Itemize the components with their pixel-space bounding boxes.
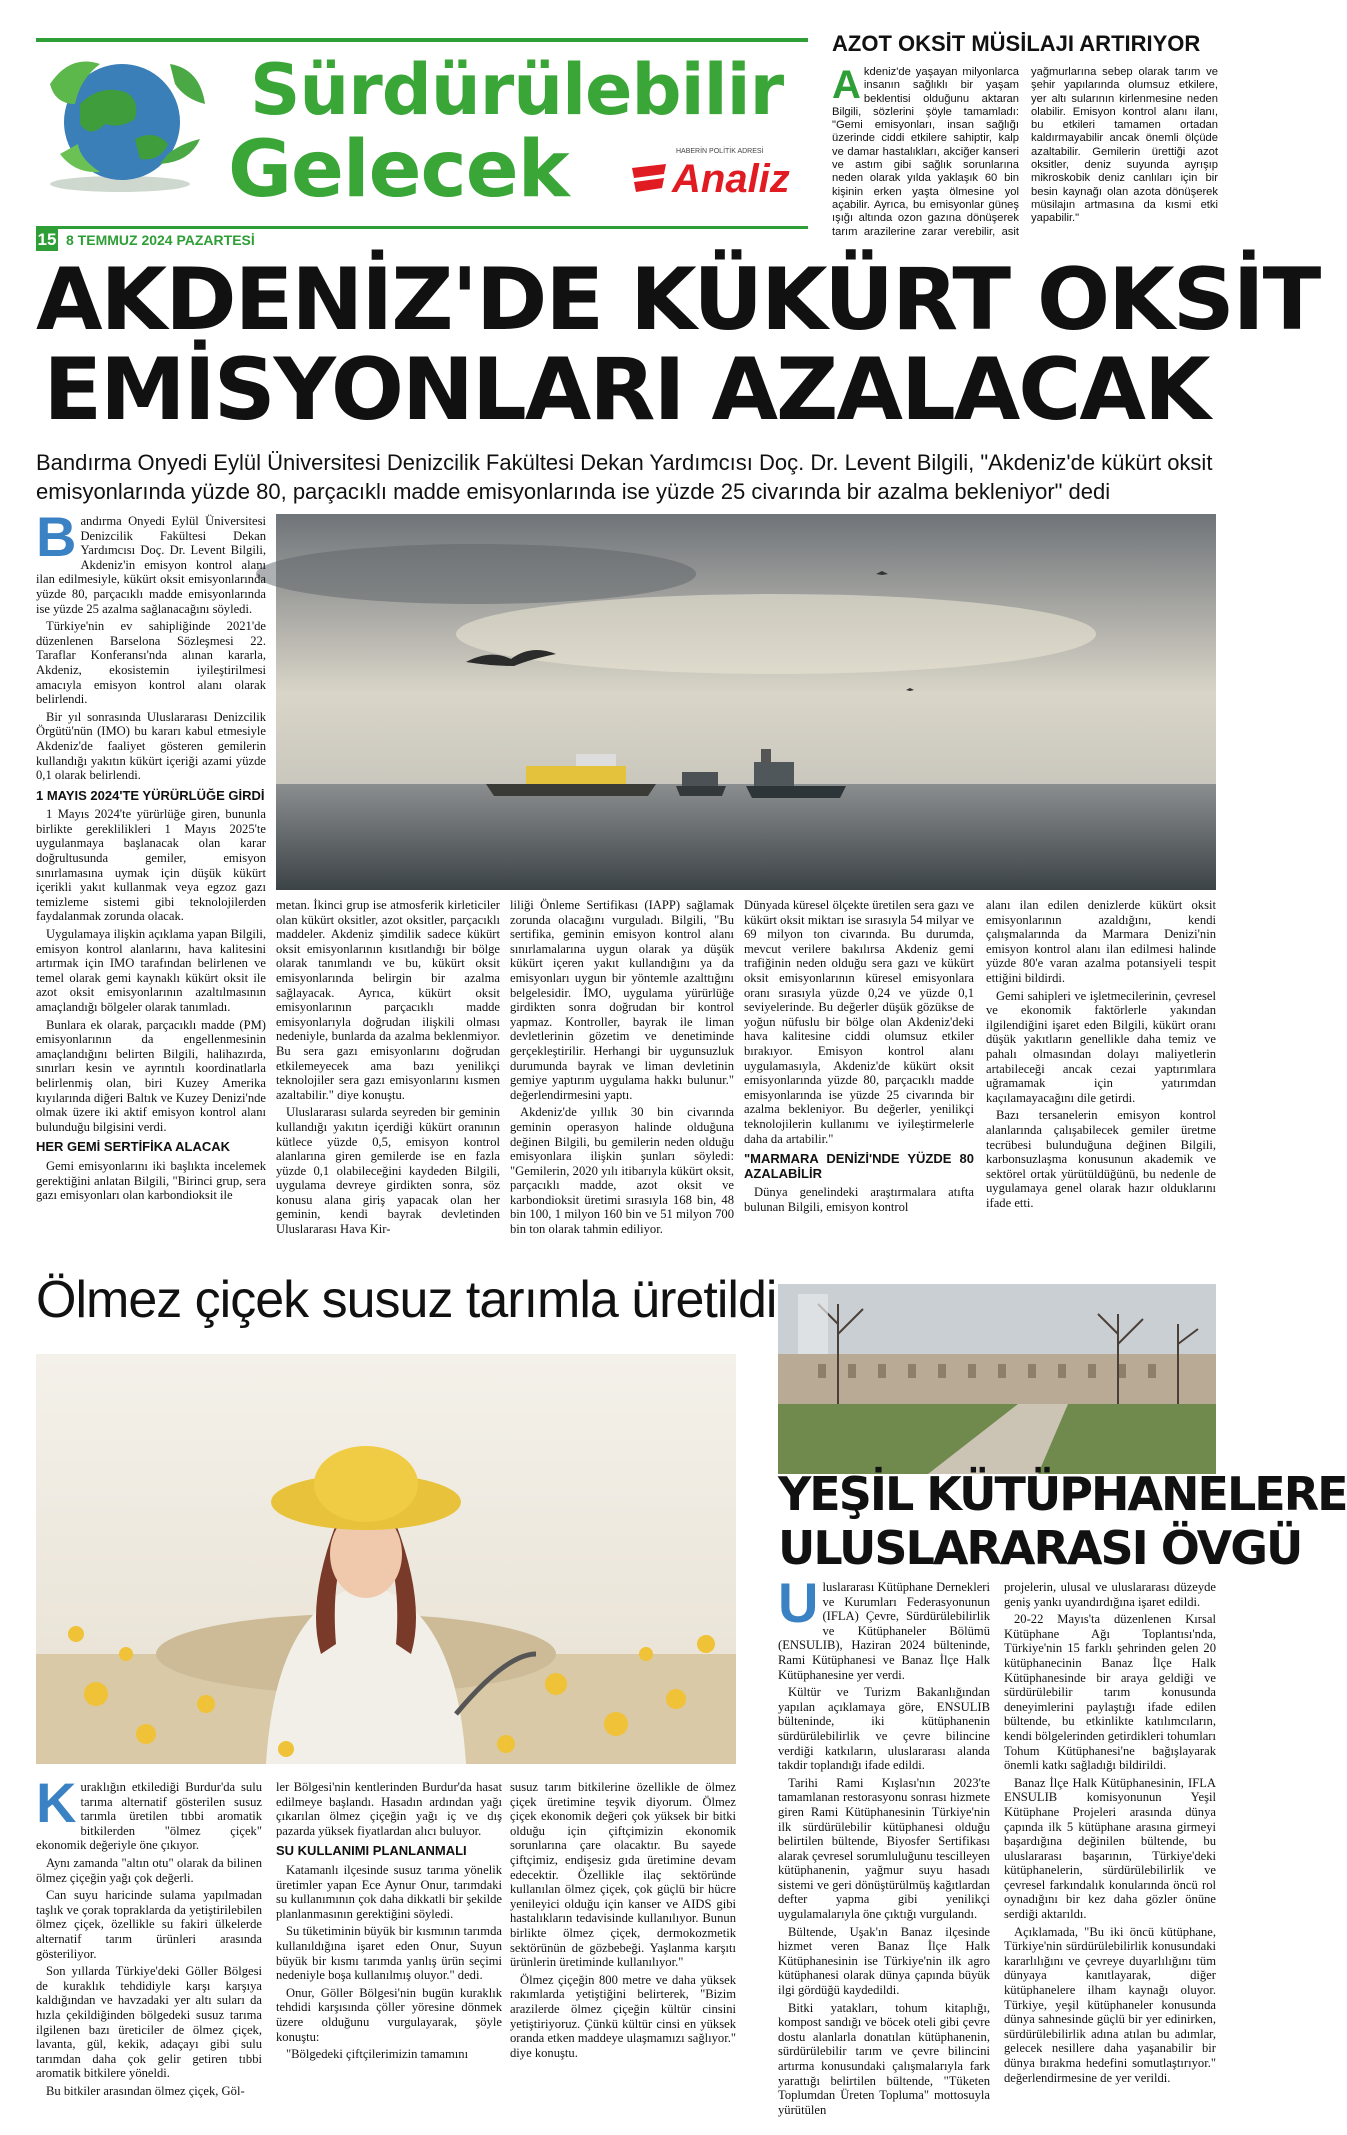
library-article-column-1 bbox=[778, 1571, 990, 2120]
paragraph: Uygulamaya ilişkin açıklama yapan Bilgili, emisyon kontrol alanlarını, hava kalitesini artırmak için IMO tarafından belirlenen ve temel olarak gemi kaynaklı kükürt oksit ile azot oksit emisyonlarının azaltılmasının amaçlandığı bölgeler olarak tanımladı. bbox=[36, 927, 266, 1014]
paragraph: Aynı zamanda "altın otu" olarak da bilinen ölmez çiçeğin yağı çok değerli. bbox=[36, 1855, 262, 1885]
paragraph: Dünya genelindeki araştırmalara atıfta bulunan Bilgili, emisyon kontrol bbox=[744, 1185, 974, 1214]
paragraph: Bu bitkiler arasından ölmez çiçek, Göl- bbox=[46, 2083, 245, 2098]
paragraph: uraklığın etkilediği Burdur'da sulu tarıma alternatif gösterilen susuz tarımla üretilen tıbbi aromatik bitkilerden "ölmez çiçek" ekonomik değeriyle öne çıkıyor. bbox=[36, 1780, 262, 1853]
sea-ships-photo bbox=[276, 514, 1216, 890]
main-article-deck: Bandırma Onyedi Eylül Üniversitesi Denizcilik Fakültesi Dekan Yardımcısı Doç. Dr. Levent Bilgili, "Akdeniz'de kükürt oksit emisyonlarında yüzde 80, parçacıklı madde emisyonlarında ise yüzde 25 civarında bir azalma bekleniyor" dedi bbox=[36, 450, 1213, 504]
earth-leaves-logo-icon bbox=[40, 44, 210, 194]
paragraph: Tarihi Rami Kışlası'nın 2023'te tamamlanan restorasyonu sonrası hizmete giren Rami Kütüphanesinin Türkiye'nin ilk sürdürülebilir kütüphanesi olduğu belirtilen bültende, Biyosfer Sertifikası alarak çevresel sorumluluğunu tescilleyen kütüphanenin, yağmur suyu hasadı sistemi ve geri dönüştürülmüş kağıtlardan defter yapma gibi yenilikçi uygulamalarıyla öne çıktığı vurgulandı. bbox=[778, 1775, 990, 1922]
paragraph: Bültende, Uşak'ın Banaz ilçesinde hizmet veren Banaz İlçe Halk Kütüphanesinin ise Türkiye'nin ilk agro kütüphanesi olarak dünya çapında büyük ilgi gördüğü kaydedildi. bbox=[778, 1924, 990, 1998]
library-article-dropcap: U bbox=[778, 1571, 819, 1634]
paragraph: andırma Onyedi Eylül Üniversitesi Denizcilik Fakültesi Dekan Yardımcısı Doç. Dr. Levent Bilgili, Akdeniz'in emisyon kontrol alanı ilan edilmesiyle, kükürt oksit emisyonlarında yüzde 80, parçacıklı madde emisyonlarında ise yüzde 25 azalma sağlanacağını söyledi. bbox=[36, 514, 266, 616]
analiz-logo-icon bbox=[628, 160, 670, 200]
main-article-column-4 bbox=[744, 898, 974, 1214]
flower-article-dropcap: K bbox=[36, 1771, 77, 1834]
subheading: 1 MAYIS 2024'TE YÜRÜRLÜĞE GİRDİ bbox=[36, 787, 265, 803]
paragraph: Su tüketiminin büyük bir kısmının tarımda kullanıldığına işaret eden Onur, Suyun büyük bir kısmı tarımda yanlış ürün seçimi nedeniyle boşa kullanılmış oluyor." dedi. bbox=[276, 1924, 502, 1983]
subheading: HER GEMİ SERTİFİKA ALACAK bbox=[36, 1139, 231, 1155]
main-article-column-2 bbox=[276, 898, 500, 1237]
subheading: "MARMARA DENİZİ'NDE YÜZDE 80 AZALABİLİR bbox=[744, 1151, 974, 1181]
paragraph: 20-22 Mayıs'ta düzenlenen Kırsal Kütüphane Ağı Toplantısı'nda, Türkiye'nin 15 farklı şehrinden gelen 20 kütüphanecinin Banaz İlçe Halk Kütüphanesinde bir araya geldiği ve sürdürülebilir tarım konusunda deneyimlerini paylaştığı ifade edilen bültende, bu etkinlikte katılımcıların, kendi bölgelerinden getirdikleri tohumları Tohum Kütüphanesi'ne bağışlayarak önemli katkı sağladığı bildirildi. bbox=[1004, 1612, 1216, 1773]
paragraph: projelerin, ulusal ve uluslararası düzeyde geniş yankı uyandırdığına işaret edildi. bbox=[1004, 1580, 1216, 1609]
paragraph: Gemi sahipleri ve işletmecilerinin, çevresel ve ekonomik faktörlerle yakından ilgilendiğini işaret eden Bilgili, kükürt oranı düşük yakıtların genellikle daha temiz ve pahalı olmasından dolayı maliyetlerin artabileceği ancak cezai yaptırımlara uğramamak için yatırımdan kaçılamayacağını dile getirdi. bbox=[986, 988, 1216, 1105]
paragraph: ler Bölgesi'nin kentlerinden Burdur'da hasat edilmeye başlandı. Hasadın ardından yağı çıkarılan ölmez çiçeğin yağı iç ve dış pazarda yüksek fiyatlardan alıcı buluyor. bbox=[276, 1780, 502, 1838]
paragraph: Uluslararası sularda seyreden bir geminin kullandığı yakıtın içerdiği kükürt oranının kütlece yüzde 0,5, emisyon kontrol alanlarına giren gemilerde ise en fazla yüzde 0,1 olabileceğini kaydeden Bilgili, uygulama devreye girdikten sonra, söz konusu alana giriş yapacak olan her geminin, kendi bayrak devletinden Uluslararası Hava Kir- bbox=[276, 1105, 500, 1237]
side-article-body bbox=[832, 63, 1218, 242]
library-article-column-2 bbox=[1004, 1580, 1216, 2120]
flower-article-column-2 bbox=[276, 1780, 502, 2120]
main-headline-line1: AKDENİZ'DE KÜKÜRT OKSİT bbox=[36, 250, 1320, 350]
paragraph: Can suyu haricinde sulama yapılmadan taşlık ve çorak topraklarda da yetiştirilebilen ölmez çiçek, özellikle su fakiri ülkelerde alternatif tarım ürünleri arasında gösteriliyor. bbox=[36, 1888, 262, 1961]
publisher-logo-text: Analiz bbox=[672, 157, 790, 201]
paragraph: Onur, Göller Bölgesi'nin bugün kuraklık tehdidi karşısında çöller yöresine dönmek üzere olduğunu vurgulayarak, şöyle konuştu: bbox=[276, 1985, 502, 2044]
paragraph: liliği Önleme Sertifikası (IAPP) sağlamak zorunda olacağını vurguladı. Bilgili, "Bu sertifika, geminin emisyon kontrol alanı sınırlamalarına uygun olarak ya düşük kükürt içeren yakıt kullandığını ya da emisyonları uygun bir yöntemle azalttığını belgelesidir. İMO, uygulama yürürlüğe girdikten sonra doğrudan bir kontrol yapmaz. Kontroller, bayrak ile liman devletlerinin gözetim ve denetiminde gerçekleştirilir. Herhangi bir uygunsuzluk durumunda bayrak ve liman devletinin gemiye yaptırım uygulama hakkı bulunur." değerlendirmesini yaptı. bbox=[510, 898, 734, 1102]
library-headline-line1: YEŞİL KÜTÜPHANELERE bbox=[778, 1467, 1347, 1521]
paragraph: Akdeniz'de yıllık 30 bin civarında geminin operasyon halinde olduğuna değinen Bilgili, bu gemilerin neden olduğu emisyonlara ilişkin şunları söyledi: "Gemilerin, 2020 yılı itibarıyla kükürt oksit, parçacıklı madde, azot oksit ve karbondioksit üretimi sırasıyla 168 bin, 48 bin 100, 1 milyon 160 bin ve 51 milyon 700 bin ton olarak tahmin ediliyor. bbox=[510, 1105, 734, 1237]
paragraph: Bitki yatakları, tohum kitaplığı, kompost sandığı ve böcek oteli gibi çevre dostu alanlarla donatılan kütüphanenin, sürdürülebilir tarım ve çevre bilincini artırma konusundaki çalışmalarıyla fark yarattığı belirtilen bültende, "Tüketen Toplumdan Üreten Topluma" mottosuyla yürütülen bbox=[778, 2000, 990, 2117]
paragraph: Bunlara ek olarak, parçacıklı madde (PM) emisyonlarının da engellenmesinin amaçlandığını belirten Bilgili, halihazırda, sınırları kesin ve ayrıntılı koordinatlarla belirlenmiş olan, biri Kuzey Amerika kıyılarında diğeri Baltık ve Kuzey Denizi'nde olmak üzere iki aktif emisyon kontrol alanı bulunduğu bilgisini verdi. bbox=[36, 1017, 266, 1134]
library-building-photo bbox=[778, 1284, 1216, 1474]
library-headline-line2: ULUSLARARASI ÖVGÜ bbox=[778, 1521, 1302, 1575]
paragraph: Dünyada küresel ölçekte üretilen sera gazı ve kükürt oksit miktarı ise sırasıyla 54 milyar ve 69 milyon ton civarında. Bu durumda, mevcut verilere bakılırsa Akdeniz gemi trafiğinin neden olduğu sera gazı ve kükürt oksit emisyonlarının küresel emisyonlara oranı sırasıyla yüzde 0,24 ve yüzde 0,1 seviyelerinde. Bu değerler düşük gözükse de yoğun nüfuslu bir bölge olan Akdeniz'deki hava kalitesine ciddi olumsuz etkiler bırakıyor. Emisyon kontrol alanı uygulamasıyla, Akdeniz'de kükürt oksit emisyonlarında yüzde 80, parçacıklı madde emisyonlarında ise yüzde 25 civarında bir azalma bekleniyor. Bu değerler, yenilikçi teknolojilerin kullanımı ve iyileştirmelerle daha da artabilir." bbox=[744, 898, 974, 1146]
paragraph: metan. İkinci grup ise atmosferik kirleticiler olan kükürt oksitler, azot oksitler, parçacıklı maddeler. Akdeniz şimdilik sadece kükürt oksit emisyonlarının kısıtlandığı bir bölge olarak tanımlandı ve bu, kükürt oksit emisyonlarında belirgin bir azalma sağlayacak. Ayrıca, kükürt oksit emisyonlarının parçacıklı madde emisyonlarıyla doğrudan ilişkili olması nedeniyle, bunlarda da azalma beklenmiyor. Bu sera gazı emisyonlarını doğrudan etkilemeyecek ama bazı yenilikçi teknolojiler sera gazı emisyonlarını kısmen azaltabilir." diye konuştu. bbox=[276, 898, 500, 1102]
main-article-column-5 bbox=[986, 898, 1216, 1210]
side-article-dropcap: A bbox=[832, 63, 861, 107]
side-article-headline: AZOT OKSİT MÜSİLAJI ARTIRIYOR bbox=[832, 31, 1201, 56]
main-article-column-1 bbox=[36, 505, 266, 1203]
brand-title-line2: Gelecek bbox=[228, 125, 569, 215]
paragraph: Bir yıl sonrasında Uluslararası Denizcilik Örgütü'nün (IMO) bu kararı kabul etmesiyle Akdeniz'de faaliyet gösteren gemilerin kullandığı yakıtın kükürt içeriği azami yüzde 0,1 olarak belirlendi. bbox=[36, 709, 266, 783]
main-article-column-3 bbox=[510, 898, 734, 1237]
paragraph: alanı ilan edilen denizlerde kükürt oksit emisyonlarının azaldığını, kendi çalışmalarında da Marmara Denizi'nin emisyon kontrol alanı ilan edilmesi halinde yüzde 80'e varan azalma potansiyeli tespit ettiğini bildirdi. bbox=[986, 898, 1216, 985]
paragraph: Açıklamada, "Bu iki öncü kütüphane, Türkiye'nin sürdürülebilirlik konusundaki kararlılığını ve çevreye duyarlılığını tüm dünyaya kanıtlayarak, diğer kütüphanelere ilham kaynağı oluyor. Türkiye, yeşil kütüphaneler konusunda dünya sahnesinde güçlü bir yer edinirken, sürdürülebilirlik adına atılan bu adımlar, gelecek nesillere daha yaşanabilir bir dünya bırakma hedefini somutlaştırıyor." değerlendirmesine de yer verildi. bbox=[1004, 1924, 1216, 2085]
paragraph: susuz tarım bitkilerine özellikle de ölmez çiçek üretimine teşvik diyorum. Ölmez çiçek ekonomik değeri çok yüksek bir bitki olduğu için çiftçimizin ekonomik sorunlarına çare olacaktır. Bu sayede çiftçimiz, endişesiz gıda üretimine devam edecektir. Özellikle ilaç sektöründe kullanılan ölmez çiçek, çok güçlü bir hücre yenileyici olduğu için kanser ve AIDS gibi hastalıkların tedavisinde kullanılıyor. Bunun birlikte ölmez çiçek, dermokozmetik sektörünün de gözbebeği. Yaşlanma karşıtı ürünlerin üretiminde kullanılıyor." bbox=[510, 1780, 736, 1970]
paragraph: Bazı tersanelerin emisyon kontrol alanlarında çalışabilecek gemiler üretme tecrübesi bulunduğuna değinen Bilgili, karbonsuzlaşma konusunun akademik ve sektörel ortak yürütüldüğünü, bu nedenle de uygulamaya genel olarak hazır olduklarını ifade etti. bbox=[986, 1108, 1216, 1210]
brand-title-line1: Sürdürülebilir bbox=[250, 49, 784, 131]
flower-article-column-1 bbox=[36, 1771, 262, 2120]
woman-flowers-photo bbox=[36, 1354, 736, 1764]
flower-article-column-3 bbox=[510, 1780, 736, 2120]
paragraph: "Bölgedeki çiftçilerimizin tamamını bbox=[286, 2047, 469, 2062]
page-number: 15 bbox=[37, 230, 57, 249]
main-headline-line2: EMİSYONLARI AZALACAK bbox=[43, 340, 1209, 440]
paragraph: Katamanlı ilçesinde susuz tarıma yönelik üretimler yapan Ece Aynur Onur, tarımdaki su kullanımının çok daha dikkatli bir şekilde planlanmasının gerektiğini söyledi. bbox=[276, 1862, 502, 1921]
paragraph: luslararası Kütüphane Dernekleri ve Kurumları Federasyonunun (IFLA) Çevre, Sürdürülebilirlik ve Kütüphaneler Bölümü (ENSULIB), Haziran 2024 bülteninde, Rami Kütüphanesi ve Banaz İlçe Halk Kütüphanesine yer verdi. bbox=[778, 1580, 990, 1682]
masthead-top-rule bbox=[36, 38, 808, 42]
subheading: SU KULLANIMI PLANLANMALI bbox=[276, 1843, 467, 1859]
paragraph: Gemi emisyonlarını iki başlıkta incelemek gerektiğini anlatan Bilgili, "Birinci grup, sera gazı emisyonları olan karbondioksit ile bbox=[36, 1158, 266, 1203]
paragraph: Türkiye'nin ev sahipliğinde 2021'de düzenlenen Barselona Sözleşmesi 22. Taraflar Konferansı'nda alınan kararla, Akdeniz, ekosistemin iyileştirilmesi amacıyla emisyon kontrol alanı olarak belirlendi. bbox=[36, 619, 266, 707]
paragraph: 1 Mayıs 2024'te yürürlüğe giren, bununla birlikte gereklilikleri 1 Mayıs 2025'te uygulanmaya başlanacak olan karar doğrultusunda gemiler, emisyon sınırlamasına uymak için düşük kükürt içerikli yakıt kullanmak veya egzoz gazı temizleme sistemi gibi teknolojilerden faydalanmak zorunda olacak. bbox=[36, 807, 266, 924]
issue-date: 8 TEMMUZ 2024 PAZARTESİ bbox=[66, 232, 255, 248]
paragraph: Kültür ve Turizm Bakanlığından yapılan açıklamaya göre, ENSULIB bülteninde, iki kütüphanenin sürdürülebilirlik ve çevre bilincine verdiği katkıların, uluslararası alanda takdir toplandığı ifade edildi. bbox=[778, 1685, 990, 1773]
paragraph: Son yıllarda Türkiye'deki Göller Bölgesi de kuraklık tehdidiyle karşı karşıya kaldığından ve havzadaki yer altı suları da hızla çekildiğinden bölgedeki susuz tarıma ilgilenen bazı üreticiler de ölmez çiçek, lavanta, gül, kekik, adaçayı gibi sulu tarımdan daha çok gelir getiren tıbbi aromatik bitkilere yöneldi. bbox=[36, 1964, 262, 2081]
publisher-tagline: HABERİN POLİTİK ADRESİ bbox=[676, 148, 764, 155]
flower-article-headline: Ölmez çiçek susuz tarımla üretildi bbox=[36, 1271, 777, 1329]
paragraph: Banaz İlçe Halk Kütüphanesinin, IFLA ENSULIB komisyonunun Yeşil Kütüphane Projeleri arasında dünya çapında ilk 5 kütüphane arasına girmeyi başardığına değinilen bültende, bu uluslararası başarının, Türkiye'deki kütüphanelerin, sürdürülebilirlik ve çevresel farkındalık konularında öncü rol oynadığını bir kez daha gözler önüne serdiği aktarıldı. bbox=[1004, 1775, 1216, 1922]
paragraph: Ölmez çiçeğin 800 metre ve daha yüksek rakımlarda yetiştiğini belirterek, "Bizim arazilerde ölmez çiçeğin kültür cinsini yetiştiriyoruz. Çünkü kültür cinsi en yüksek oranda etken maddeye ulaşmamızı sağlıyor." diye konuştu. bbox=[510, 1972, 736, 2060]
main-article-dropcap: B bbox=[36, 505, 77, 568]
side-article-text: kdeniz'de yaşayan milyonlarca insanın sağlıklı bir yaşam beklentisi olduğunu aktaran Bilgili, sözlerini şöyle tamamladı: "Gemi emisyonları, insan sağlığı üzerinde ciddi etkilere sahiptir, kalp ve damar hastalıkları, akciğer kanseri ve astım gibi sağlık sorunlarına neden olarak yılda yaklaşık 60 bin kişinin erken yaşta ölmesine yol açabilir. Ayrıca, bu emisyonlar güneş ışığı altında ozon gazına dönüşerek tarım arazilerine zarar verebilir, asit yağmurlarına sebep olarak tarım ve şehir yapılarında olumsuz etkilere, yer altı sularının kirlenmesine neden olabilir. Emisyon kontrol alanı ilanı, bu etkileri tamamen ortadan kaldırmayabilir ancak önemli ölçüde azaltabilir. Gemilerin ürettiği azot oksitler, deniz suyunda ayrışıp mikroskobik deniz canlıları için bir besin kaynağı olan azota dönüşerek müsilajın artmasına da kısmi etki yapabilir." bbox=[832, 66, 1218, 238]
